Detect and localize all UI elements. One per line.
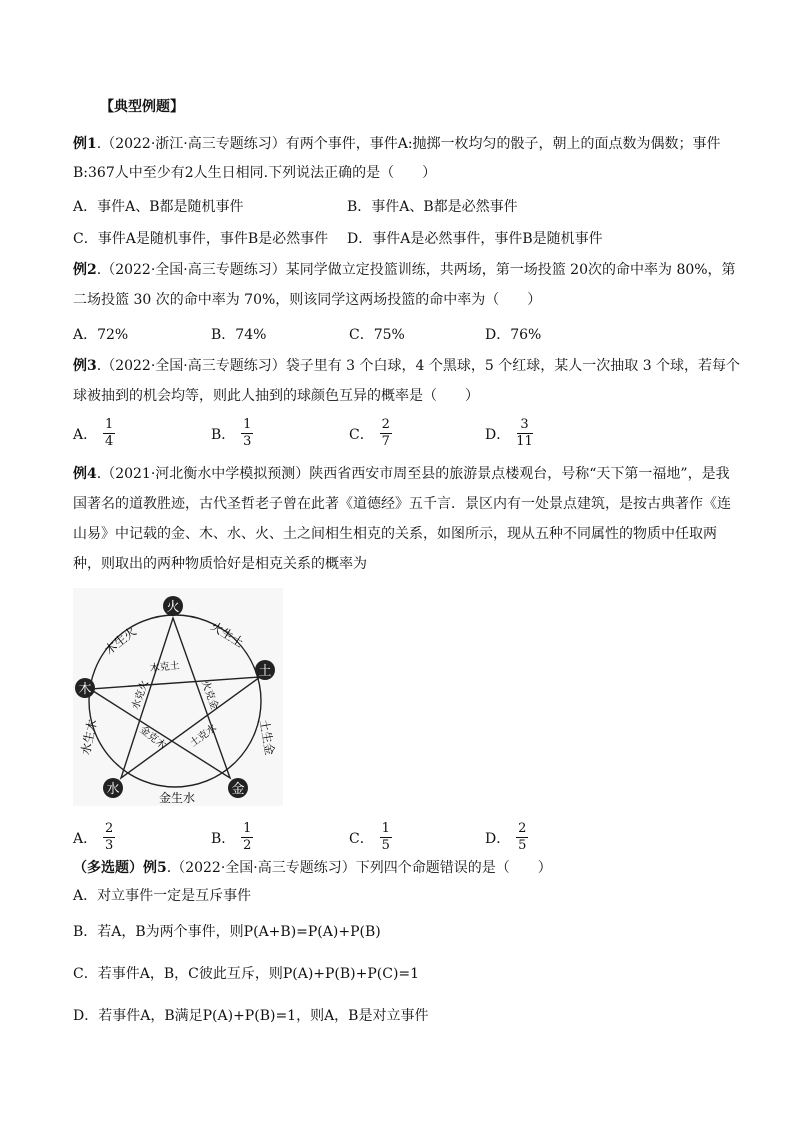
q2-number: 例2 [73, 262, 97, 278]
q3-option-b[interactable]: B． $\frac{1}{3}$ [211, 417, 252, 449]
label-water-wood: 水生木 [78, 718, 100, 757]
q4-option-d[interactable]: D． $\frac{2}{5}$ [485, 821, 527, 853]
q3-line2: 球被抽到的机会均等，则此人抽到的球颜色互异的概率是（ ） [73, 388, 479, 404]
label-wood-fire: 木生火 [102, 624, 140, 658]
q1-number: 例1 [73, 136, 97, 152]
q1-option-c[interactable]: C．事件A是随机事件，事件B是必然事件 [73, 231, 329, 247]
q3-option-c[interactable]: C． $\frac{2}{7}$ [349, 417, 390, 449]
fraction: $\frac{2}{5}$ [518, 821, 527, 853]
label-fire-metal: 火克金 [199, 679, 220, 712]
q5-option-d[interactable]: D．若事件A，B满足P(A)+P(B)=1，则A，B是对立事件 [73, 1008, 429, 1024]
section-heading: 【典型例题】 [100, 99, 184, 115]
node-water [103, 778, 123, 798]
fraction: $\frac{1}{2}$ [243, 821, 252, 853]
svg-text:木: 木 [78, 682, 92, 697]
q3-option-d[interactable]: D． $\frac{3}{11}$ [485, 417, 533, 449]
label-metal-wood: 金克木 [137, 724, 168, 752]
label-water-fire: 水克火 [130, 679, 151, 712]
q2-option-b[interactable]: B．74% [211, 327, 267, 343]
q1-line1: 例1.（2022·浙江·高三专题练习）有两个事件，事件A:抛掷一枚均匀的骰子，朝上的面点数为偶数；事件 [73, 136, 721, 152]
svg-text:火: 火 [166, 600, 180, 615]
q5-option-c[interactable]: C．若事件A，B，C彼此互斥，则P(A)+P(B)+P(C)=1 [73, 966, 420, 982]
q3-number: 例3 [73, 358, 97, 374]
node-fire [163, 596, 183, 616]
q5-line1: （多选题）例5.（2022·全国·高三专题练习）下列四个命题错误的是（ ） [73, 860, 552, 876]
q2-option-a[interactable]: A．72% [73, 327, 129, 343]
label-earth-metal: 土生金 [256, 718, 277, 757]
fraction: $\frac{2}{7}$ [381, 417, 390, 449]
q5-option-b[interactable]: B．若A，B为两个事件，则P(A+B)=P(A)+P(B) [73, 924, 381, 940]
q5-number: 5 [157, 860, 167, 876]
q4-line1: 例4.（2021·河北衡水中学模拟预测）陕西省西安市周至县的旅游景点楼观台，号称“天下第一福地”，是我 [73, 466, 730, 482]
q4-option-b[interactable]: B． $\frac{1}{2}$ [211, 821, 252, 853]
q4-option-a[interactable]: A． $\frac{2}{3}$ [73, 821, 114, 853]
fraction: $\frac{3}{11}$ [516, 417, 533, 449]
label-earth-water: 土克水 [188, 722, 219, 750]
q3-line1: 例3.（2022·全国·高三专题练习）袋子里有 3 个白球，4 个黑球，5 个红球，某人一次抽取 3 个球，若每个 [73, 358, 741, 374]
q2-option-d[interactable]: D．76% [485, 327, 542, 343]
label-metal-water: 金生水 [158, 791, 196, 805]
node-earth [255, 660, 275, 680]
q1-line2: B:367人中至少有2人生日相同.下列说法正确的是（ ） [73, 165, 437, 181]
q4-options [73, 822, 733, 856]
q2-options [73, 324, 733, 352]
q1-option-a[interactable]: A．事件A、B都是随机事件 [73, 199, 244, 215]
five-elements-diagram [73, 588, 283, 806]
q2-option-c[interactable]: C．75% [349, 327, 405, 343]
node-wood [75, 678, 95, 698]
q5-option-a[interactable]: A．对立事件一定是互斥事件 [73, 888, 252, 904]
fraction: $\frac{1}{4}$ [104, 417, 114, 449]
fraction: $\frac{1}{5}$ [381, 821, 390, 853]
q1-option-b[interactable]: B．事件A、B都是必然事件 [347, 199, 518, 215]
q2-line2: 二场投篮 30 次的命中率为 70%，则该同学这两场投篮的命中率为（ ） [73, 292, 542, 308]
q4-line2: 国著名的道教胜迹，古代圣哲老子曾在此著《道德经》五千言．景区内有一处景点建筑，是按古典著作《连 [73, 496, 731, 512]
q2-line1: 例2.（2022·全国·高三专题练习）某同学做立定投篮训练，共两场，第一场投篮 20次的命中率为 80%，第 [73, 262, 736, 278]
svg-text:金: 金 [231, 782, 245, 797]
node-metal [228, 778, 248, 798]
diagram-background [73, 588, 283, 806]
label-wood-earth: 木克土 [149, 660, 181, 675]
svg-text:水: 水 [106, 782, 120, 797]
svg-text:土: 土 [258, 664, 272, 679]
fraction: $\frac{2}{3}$ [104, 821, 114, 853]
q4-number: 例4 [73, 466, 97, 482]
q1-option-d[interactable]: D．事件A是必然事件，事件B是随机事件 [347, 231, 603, 247]
fraction: $\frac{1}{3}$ [243, 417, 252, 449]
q4-line4: 种，则取出的两种物质恰好是相克关系的概率为 [73, 556, 367, 572]
q1-options-2 [73, 228, 733, 256]
q3-options [73, 418, 733, 452]
q4-line3: 山易》中记载的金、木、水、火、土之间相生相克的关系，如图所示，现从五种不同属性的物质中任取两 [73, 526, 717, 542]
q5-prefix: （多选题）例 [73, 860, 157, 876]
label-fire-earth: 火生土 [208, 619, 247, 651]
q1-options [73, 196, 733, 224]
q4-option-c[interactable]: C． $\frac{1}{5}$ [349, 821, 390, 853]
q3-option-a[interactable]: A． $\frac{1}{4}$ [73, 417, 114, 449]
